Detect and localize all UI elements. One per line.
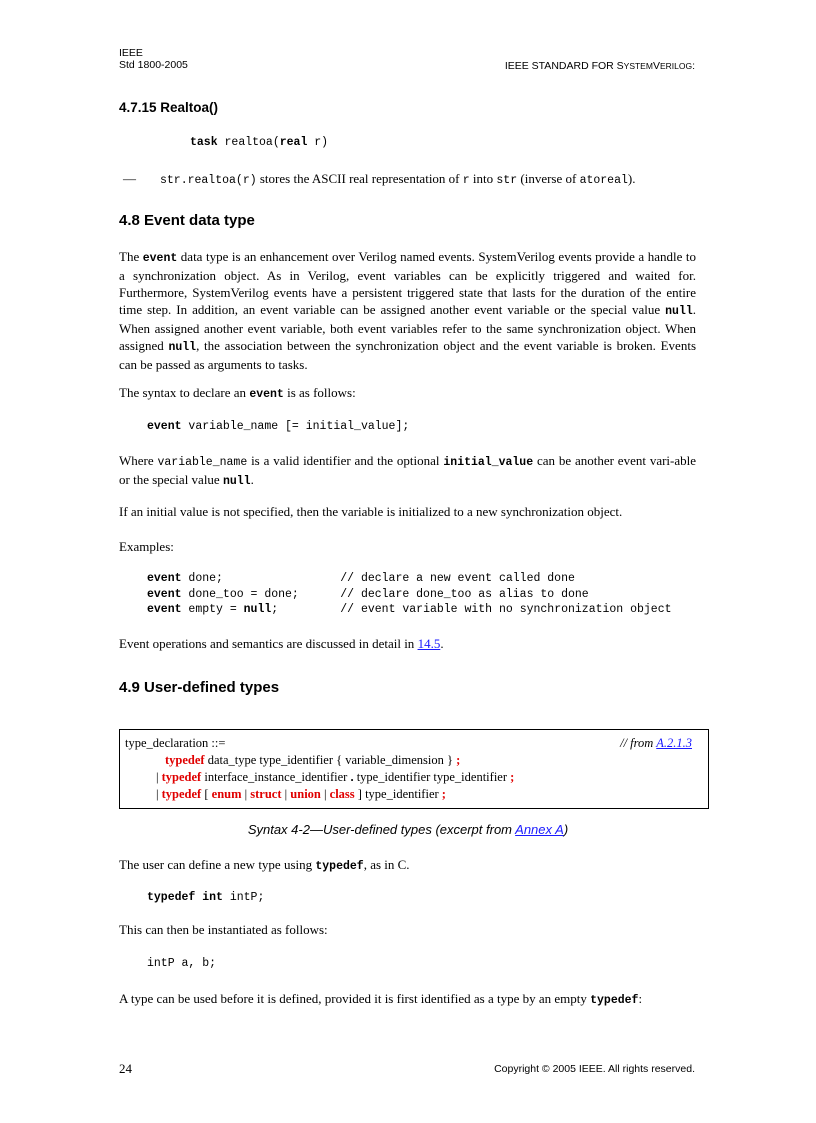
running-header-right: [505, 60, 695, 72]
variable-name-paragraph: Where variable_name is a valid identifier and the optional initial_value can be another event vari-able or the special value null.: [119, 453, 697, 488]
header-title-main: IEEE STANDARD FOR S: [504, 60, 624, 72]
syntax-line-4: | typedef [ enum | struct | union | class ] type_identifier ;: [156, 787, 446, 801]
event-declaration-code: event variable_name [= initial_value];: [147, 420, 410, 433]
typedef-code: typedef int intP;: [147, 891, 265, 904]
code-keyword-task: task: [190, 136, 218, 149]
header-std: Std 1800-2005: [119, 59, 188, 71]
instantiation-code: intP a, b;: [147, 957, 217, 970]
header-title-sc1: YSTEM: [623, 61, 653, 71]
section-heading-4-8: 4.8 Event data type: [119, 212, 255, 229]
syntax-line-1: type_declaration ::=: [125, 736, 226, 750]
syntax-caption: Syntax 4-2—User-defined types (excerpt from Annex A): [247, 822, 569, 837]
bullet-dash: —: [123, 171, 136, 186]
code-keyword-real: real: [279, 136, 308, 149]
realtoa-description-bullet: — str.realtoa(r) stores the ASCII real representation of r into str (inverse of atoreal).: [123, 171, 636, 187]
running-header-left: [119, 47, 188, 71]
code-line: event empty = null; // event variable with no synchronization object: [147, 603, 672, 616]
realtoa-signature-code: task realtoa(real r): [190, 136, 329, 149]
section-heading-4-9: 4.9 User-defined types: [119, 679, 280, 696]
link-14-5[interactable]: 14.5: [417, 636, 441, 651]
event-intro-paragraph: The event data type is an enhancement over Verilog named events. SystemVerilog events provide a handle to a synchronization object. As in Verilog, event variables can be explicitly triggered and waited for. Furthermore, SystemVerilog events have a persistent triggered state that lasts for the duration of the entire time step. In addition, an event variable can be assigned another event variable or the special value null. When assigned another event variable, both event variables refer to the same synchronization object. When assigned null, the association between the synchronization object and the event variable is broken. Events can be passed as arguments to tasks.: [119, 249, 696, 372]
examples-label: Examples:: [119, 539, 174, 554]
syntax-from-reference: // from A.2.1.3: [620, 736, 692, 750]
header-title-sc2: ERILOG: [659, 61, 693, 71]
syntax-line-2: typedef data_type type_identifier { variable_dimension } ;: [165, 753, 461, 767]
event-operations-paragraph: Event operations and semantics are discussed in detail in 14.5.: [119, 636, 444, 651]
link-a-2-1-3[interactable]: A.2.1.3: [656, 736, 692, 750]
section-heading-4-7-15: 4.7.15 Realtoa(): [119, 100, 219, 115]
initial-value-paragraph: If an initial value is not specified, then the variable is initialized to a new synchronization object.: [119, 504, 623, 519]
typedef-intro-paragraph: The user can define a new type using typedef, as in C.: [119, 857, 410, 873]
link-annex-a[interactable]: Annex A: [515, 822, 564, 837]
syntax-line-3: | typedef interface_instance_identifier . type_identifier type_identifier ;: [156, 770, 515, 784]
event-syntax-intro: The syntax to declare an event is as follows:: [119, 385, 356, 401]
header-title-v: V: [652, 60, 660, 72]
header-title-end: :: [692, 60, 695, 72]
code-line: event done; // declare a new event called done: [147, 572, 575, 585]
header-org: IEEE: [119, 47, 143, 59]
syntax-box-4-2: [119, 729, 709, 809]
forward-typedef-paragraph: A type can be used before it is defined, provided it is first identified as a type by an empty typedef:: [119, 991, 643, 1007]
event-examples-code: [147, 571, 672, 618]
copyright-notice: Copyright © 2005 IEEE. All rights reserved.: [494, 1063, 695, 1075]
code-line: event done_too = done; // declare done_too as alias to done: [147, 587, 589, 601]
page-number: 24: [119, 1061, 132, 1076]
instantiation-paragraph: This can then be instantiated as follows:: [119, 922, 328, 937]
